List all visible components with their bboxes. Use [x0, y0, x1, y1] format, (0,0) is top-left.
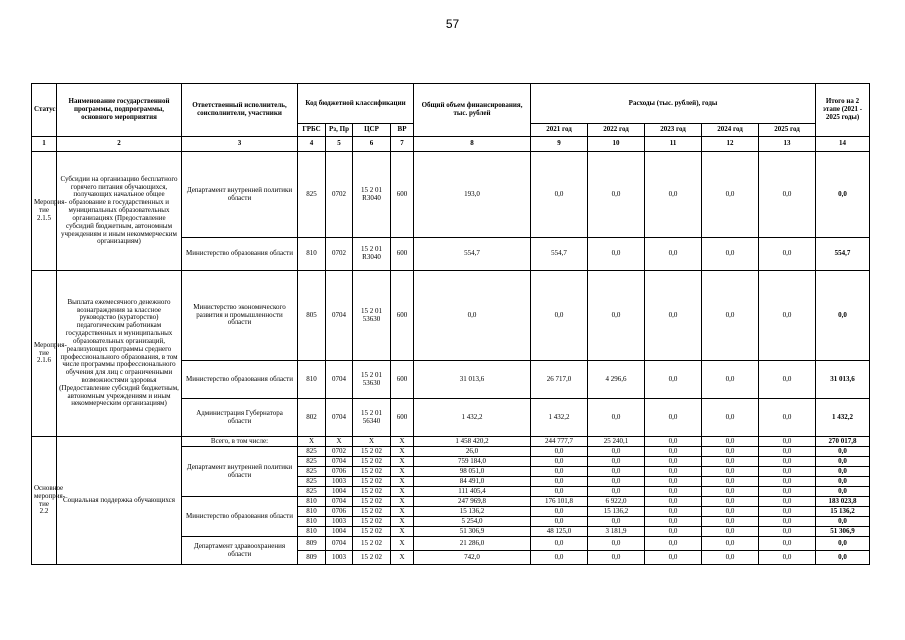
sum-cell: 0,0	[816, 487, 870, 497]
header-budget-code: Код бюджетной классификации	[298, 84, 414, 124]
y2024-cell: 0,0	[702, 497, 759, 507]
y2021-cell: 0,0	[531, 467, 588, 477]
y2022-cell: 4 296,6	[588, 361, 645, 399]
sum-cell: 0,0	[816, 457, 870, 467]
grbs-cell: 810	[298, 507, 326, 517]
y2024-cell: 0,0	[702, 527, 759, 537]
header-rzpr: Рз, Пр	[326, 124, 353, 137]
y2023-cell: 0,0	[645, 497, 702, 507]
sum-cell: 0,0	[816, 517, 870, 527]
y2022-cell: 25 240,1	[588, 437, 645, 447]
grbs-cell: 825	[298, 447, 326, 457]
y2024-cell: 0,0	[702, 467, 759, 477]
vr-cell: X	[391, 487, 414, 497]
header-expenses: Расходы (тыс. рублей), годы	[531, 84, 816, 124]
y2025-cell: 0,0	[759, 437, 816, 447]
executor-cell: Министерство экономического развития и промышленности области	[182, 271, 298, 361]
event-name: Социальная поддержка обучающихся	[57, 437, 182, 565]
rzpr-cell: 0704	[326, 399, 353, 437]
vr-cell: X	[391, 477, 414, 487]
y2024-cell: 0,0	[702, 551, 759, 565]
sum-cell: 51 306,9	[816, 527, 870, 537]
y2023-cell: 0,0	[645, 477, 702, 487]
total-cell: 1 432,2	[414, 399, 531, 437]
sum-cell: 0,0	[816, 477, 870, 487]
total-cell: 111 405,4	[414, 487, 531, 497]
vr-cell: X	[391, 437, 414, 447]
y2022-cell: 0,0	[588, 487, 645, 497]
y2023-cell: 0,0	[645, 238, 702, 271]
y2022-cell: 3 181,9	[588, 527, 645, 537]
y2022-cell: 0,0	[588, 447, 645, 457]
vr-cell: X	[391, 551, 414, 565]
column-number: 12	[702, 137, 759, 152]
y2023-cell: 0,0	[645, 437, 702, 447]
rzpr-cell: 1004	[326, 527, 353, 537]
page-number: 57	[445, 17, 460, 31]
y2025-cell: 0,0	[759, 517, 816, 527]
total-cell: 15 136,2	[414, 507, 531, 517]
vr-cell: 600	[391, 152, 414, 238]
y2025-cell: 0,0	[759, 551, 816, 565]
sum-cell: 0,0	[816, 271, 870, 361]
grbs-cell: 825	[298, 152, 326, 238]
csr-cell: 15 2 02	[353, 517, 391, 527]
header-program-name: Наименование государственной программы, подпрограммы, основного мероприятия	[57, 84, 182, 137]
y2021-cell: 0,0	[531, 537, 588, 551]
event-status: Мероприя-тие 2.1.5	[32, 152, 57, 271]
y2025-cell: 0,0	[759, 361, 816, 399]
csr-cell: 15 2 01 56340	[353, 399, 391, 437]
rzpr-cell: 0702	[326, 152, 353, 238]
column-number: 4	[298, 137, 326, 152]
total-cell: 31 013,6	[414, 361, 531, 399]
sum-cell: 0,0	[816, 551, 870, 565]
rzpr-cell: 0704	[326, 457, 353, 467]
sum-cell: 15 136,2	[816, 507, 870, 517]
column-number: 7	[391, 137, 414, 152]
rzpr-cell: 0704	[326, 537, 353, 551]
y2023-cell: 0,0	[645, 537, 702, 551]
y2021-cell: 26 717,0	[531, 361, 588, 399]
event-status: Основное мероприя-тие 2.2	[32, 437, 57, 565]
rzpr-cell: 0702	[326, 447, 353, 457]
y2021-cell: 0,0	[531, 477, 588, 487]
vr-cell: 600	[391, 399, 414, 437]
grbs-cell: 805	[298, 271, 326, 361]
executor-cell: Министерство образования области	[182, 238, 298, 271]
y2022-cell: 0,0	[588, 399, 645, 437]
y2023-cell: 0,0	[645, 399, 702, 437]
y2023-cell: 0,0	[645, 551, 702, 565]
header-row	[32, 84, 870, 124]
total-cell: 51 306,9	[414, 527, 531, 537]
grbs-cell: 825	[298, 467, 326, 477]
vr-cell: X	[391, 527, 414, 537]
sum-cell: 0,0	[816, 537, 870, 551]
header-2024: 2024 год	[702, 124, 759, 137]
grbs-cell: 810	[298, 517, 326, 527]
csr-cell: 15 2 02	[353, 447, 391, 457]
csr-cell: 15 2 02	[353, 527, 391, 537]
vr-cell: X	[391, 467, 414, 477]
total-cell: 21 286,0	[414, 537, 531, 551]
rzpr-cell: 0704	[326, 361, 353, 399]
header-2021: 2021 год	[531, 124, 588, 137]
y2022-cell: 0,0	[588, 152, 645, 238]
table-row	[32, 437, 870, 447]
rzpr-cell: 1003	[326, 551, 353, 565]
y2024-cell: 0,0	[702, 361, 759, 399]
column-number: 8	[414, 137, 531, 152]
grbs-cell: 825	[298, 487, 326, 497]
y2021-cell: 554,7	[531, 238, 588, 271]
grbs-cell: X	[298, 437, 326, 447]
sum-cell: 31 013,6	[816, 361, 870, 399]
grbs-cell: 825	[298, 457, 326, 467]
total-cell: 193,0	[414, 152, 531, 238]
event-name: Выплата ежемесячного денежного вознаграждения за классное руководство (кураторство) педагогическим работникам государственных и муниципальных образовательных организаций, реализующих программы среднего профессионального образования, в том числе программы профессионального обучения для лиц с ограниченными возможностями здоровья (Предоставление субсидий бюджетным, автономным учреждениям и иным некоммерческим организациям)	[57, 271, 182, 437]
rzpr-cell: 0706	[326, 467, 353, 477]
y2022-cell: 0,0	[588, 477, 645, 487]
sum-cell: 183 023,8	[816, 497, 870, 507]
total-cell: 742,0	[414, 551, 531, 565]
column-number: 9	[531, 137, 588, 152]
y2022-cell: 0,0	[588, 517, 645, 527]
sum-cell: 270 017,8	[816, 437, 870, 447]
header-2025: 2025 год	[759, 124, 816, 137]
y2021-cell: 48 125,0	[531, 527, 588, 537]
y2025-cell: 0,0	[759, 399, 816, 437]
csr-cell: 15 2 02	[353, 477, 391, 487]
y2024-cell: 0,0	[702, 238, 759, 271]
y2023-cell: 0,0	[645, 457, 702, 467]
total-cell: 554,7	[414, 238, 531, 271]
column-number-row	[32, 137, 870, 152]
y2024-cell: 0,0	[702, 537, 759, 551]
event-name: Субсидии на организацию бесплатного горячего питания обучающихся, получающих начальное общее образование в государственных и муниципальных образовательных организациях (Предоставление субсидий бюджетным, автономным учреждениям и иным некоммерческим организациям)	[57, 152, 182, 271]
y2024-cell: 0,0	[702, 517, 759, 527]
y2021-cell: 244 777,7	[531, 437, 588, 447]
y2025-cell: 0,0	[759, 467, 816, 477]
rzpr-cell: X	[326, 437, 353, 447]
total-cell: 84 491,0	[414, 477, 531, 487]
vr-cell: X	[391, 497, 414, 507]
executor-cell: Администрация Губернатора области	[182, 399, 298, 437]
y2025-cell: 0,0	[759, 537, 816, 551]
y2025-cell: 0,0	[759, 497, 816, 507]
csr-cell: 15 2 01 R3040	[353, 238, 391, 271]
y2025-cell: 0,0	[759, 487, 816, 497]
total-cell: 5 254,0	[414, 517, 531, 527]
y2021-cell: 176 101,8	[531, 497, 588, 507]
rzpr-cell: 0704	[326, 497, 353, 507]
y2023-cell: 0,0	[645, 517, 702, 527]
y2024-cell: 0,0	[702, 487, 759, 497]
y2022-cell: 6 922,0	[588, 497, 645, 507]
y2021-cell: 0,0	[531, 487, 588, 497]
executor-cell: Министерство образования области	[182, 361, 298, 399]
sum-cell: 554,7	[816, 238, 870, 271]
y2025-cell: 0,0	[759, 447, 816, 457]
rzpr-cell: 1004	[326, 487, 353, 497]
executor-cell: Министерство образования области	[182, 497, 298, 537]
y2023-cell: 0,0	[645, 467, 702, 477]
column-number: 2	[57, 137, 182, 152]
executor-cell: Департамент внутренней политики области	[182, 152, 298, 238]
y2025-cell: 0,0	[759, 238, 816, 271]
grbs-cell: 802	[298, 399, 326, 437]
header-status: Статус	[32, 84, 57, 137]
grbs-cell: 825	[298, 477, 326, 487]
table-row	[32, 152, 870, 238]
column-number: 13	[759, 137, 816, 152]
sum-cell: 0,0	[816, 467, 870, 477]
grbs-cell: 810	[298, 497, 326, 507]
vr-cell: 600	[391, 271, 414, 361]
y2021-cell: 0,0	[531, 152, 588, 238]
y2021-cell: 0,0	[531, 507, 588, 517]
grbs-cell: 810	[298, 361, 326, 399]
y2023-cell: 0,0	[645, 361, 702, 399]
y2025-cell: 0,0	[759, 527, 816, 537]
csr-cell: 15 2 02	[353, 537, 391, 551]
vr-cell: 600	[391, 361, 414, 399]
executor-cell: Департамент здравоохранения области	[182, 537, 298, 565]
y2025-cell: 0,0	[759, 457, 816, 467]
total-cell: 0,0	[414, 271, 531, 361]
column-number: 5	[326, 137, 353, 152]
vr-cell: X	[391, 507, 414, 517]
grbs-cell: 809	[298, 551, 326, 565]
rzpr-cell: 1003	[326, 517, 353, 527]
csr-cell: X	[353, 437, 391, 447]
y2022-cell: 0,0	[588, 537, 645, 551]
vr-cell: X	[391, 447, 414, 457]
sum-cell: 0,0	[816, 152, 870, 238]
y2023-cell: 0,0	[645, 152, 702, 238]
y2024-cell: 0,0	[702, 507, 759, 517]
csr-cell: 15 2 02	[353, 457, 391, 467]
y2021-cell: 1 432,2	[531, 399, 588, 437]
y2024-cell: 0,0	[702, 457, 759, 467]
y2024-cell: 0,0	[702, 447, 759, 457]
rzpr-cell: 0702	[326, 238, 353, 271]
y2025-cell: 0,0	[759, 271, 816, 361]
header-executor: Ответственный исполнитель, соисполнители, участники	[182, 84, 298, 137]
header-total-funding: Общий объем финансирования, тыс. рублей	[414, 84, 531, 137]
y2024-cell: 0,0	[702, 152, 759, 238]
y2022-cell: 15 136,2	[588, 507, 645, 517]
executor-cell: Департамент внутренней политики области	[182, 447, 298, 497]
y2021-cell: 0,0	[531, 447, 588, 457]
csr-cell: 15 2 02	[353, 497, 391, 507]
executor-cell: Всего, в том числе:	[182, 437, 298, 447]
column-number: 11	[645, 137, 702, 152]
total-cell: 26,0	[414, 447, 531, 457]
y2023-cell: 0,0	[645, 507, 702, 517]
y2025-cell: 0,0	[759, 477, 816, 487]
grbs-cell: 810	[298, 527, 326, 537]
total-cell: 759 184,0	[414, 457, 531, 467]
header-grbs: ГРБС	[298, 124, 326, 137]
header-stage-total: Итого на 2 этапе (2021 - 2025 годы)	[816, 84, 870, 137]
csr-cell: 15 2 01 R3040	[353, 152, 391, 238]
y2023-cell: 0,0	[645, 487, 702, 497]
budget-table	[31, 83, 870, 565]
header-2023: 2023 год	[645, 124, 702, 137]
vr-cell: 600	[391, 238, 414, 271]
y2024-cell: 0,0	[702, 271, 759, 361]
table-row	[32, 271, 870, 361]
column-number: 14	[816, 137, 870, 152]
y2023-cell: 0,0	[645, 447, 702, 457]
y2025-cell: 0,0	[759, 507, 816, 517]
vr-cell: X	[391, 457, 414, 467]
grbs-cell: 809	[298, 537, 326, 551]
csr-cell: 15 2 01 53630	[353, 361, 391, 399]
csr-cell: 15 2 01 53630	[353, 271, 391, 361]
y2023-cell: 0,0	[645, 271, 702, 361]
y2024-cell: 0,0	[702, 437, 759, 447]
vr-cell: X	[391, 537, 414, 551]
column-number: 1	[32, 137, 57, 152]
y2024-cell: 0,0	[702, 477, 759, 487]
y2022-cell: 0,0	[588, 238, 645, 271]
total-cell: 98 051,0	[414, 467, 531, 477]
grbs-cell: 810	[298, 238, 326, 271]
y2022-cell: 0,0	[588, 457, 645, 467]
y2021-cell: 0,0	[531, 271, 588, 361]
y2023-cell: 0,0	[645, 527, 702, 537]
vr-cell: X	[391, 517, 414, 527]
total-cell: 247 969,8	[414, 497, 531, 507]
header-2022: 2022 год	[588, 124, 645, 137]
y2024-cell: 0,0	[702, 399, 759, 437]
y2022-cell: 0,0	[588, 271, 645, 361]
csr-cell: 15 2 02	[353, 551, 391, 565]
csr-cell: 15 2 02	[353, 487, 391, 497]
rzpr-cell: 0704	[326, 271, 353, 361]
y2022-cell: 0,0	[588, 551, 645, 565]
header-csr: ЦСР	[353, 124, 391, 137]
column-number: 10	[588, 137, 645, 152]
y2021-cell: 0,0	[531, 551, 588, 565]
csr-cell: 15 2 02	[353, 507, 391, 517]
csr-cell: 15 2 02	[353, 467, 391, 477]
rzpr-cell: 0706	[326, 507, 353, 517]
y2021-cell: 0,0	[531, 457, 588, 467]
sum-cell: 1 432,2	[816, 399, 870, 437]
total-cell: 1 458 420,2	[414, 437, 531, 447]
rzpr-cell: 1003	[326, 477, 353, 487]
column-number: 3	[182, 137, 298, 152]
column-number: 6	[353, 137, 391, 152]
y2025-cell: 0,0	[759, 152, 816, 238]
event-status: Мероприя-тие 2.1.6	[32, 271, 57, 437]
y2022-cell: 0,0	[588, 467, 645, 477]
y2021-cell: 0,0	[531, 517, 588, 527]
sum-cell: 0,0	[816, 447, 870, 457]
header-vr: ВР	[391, 124, 414, 137]
